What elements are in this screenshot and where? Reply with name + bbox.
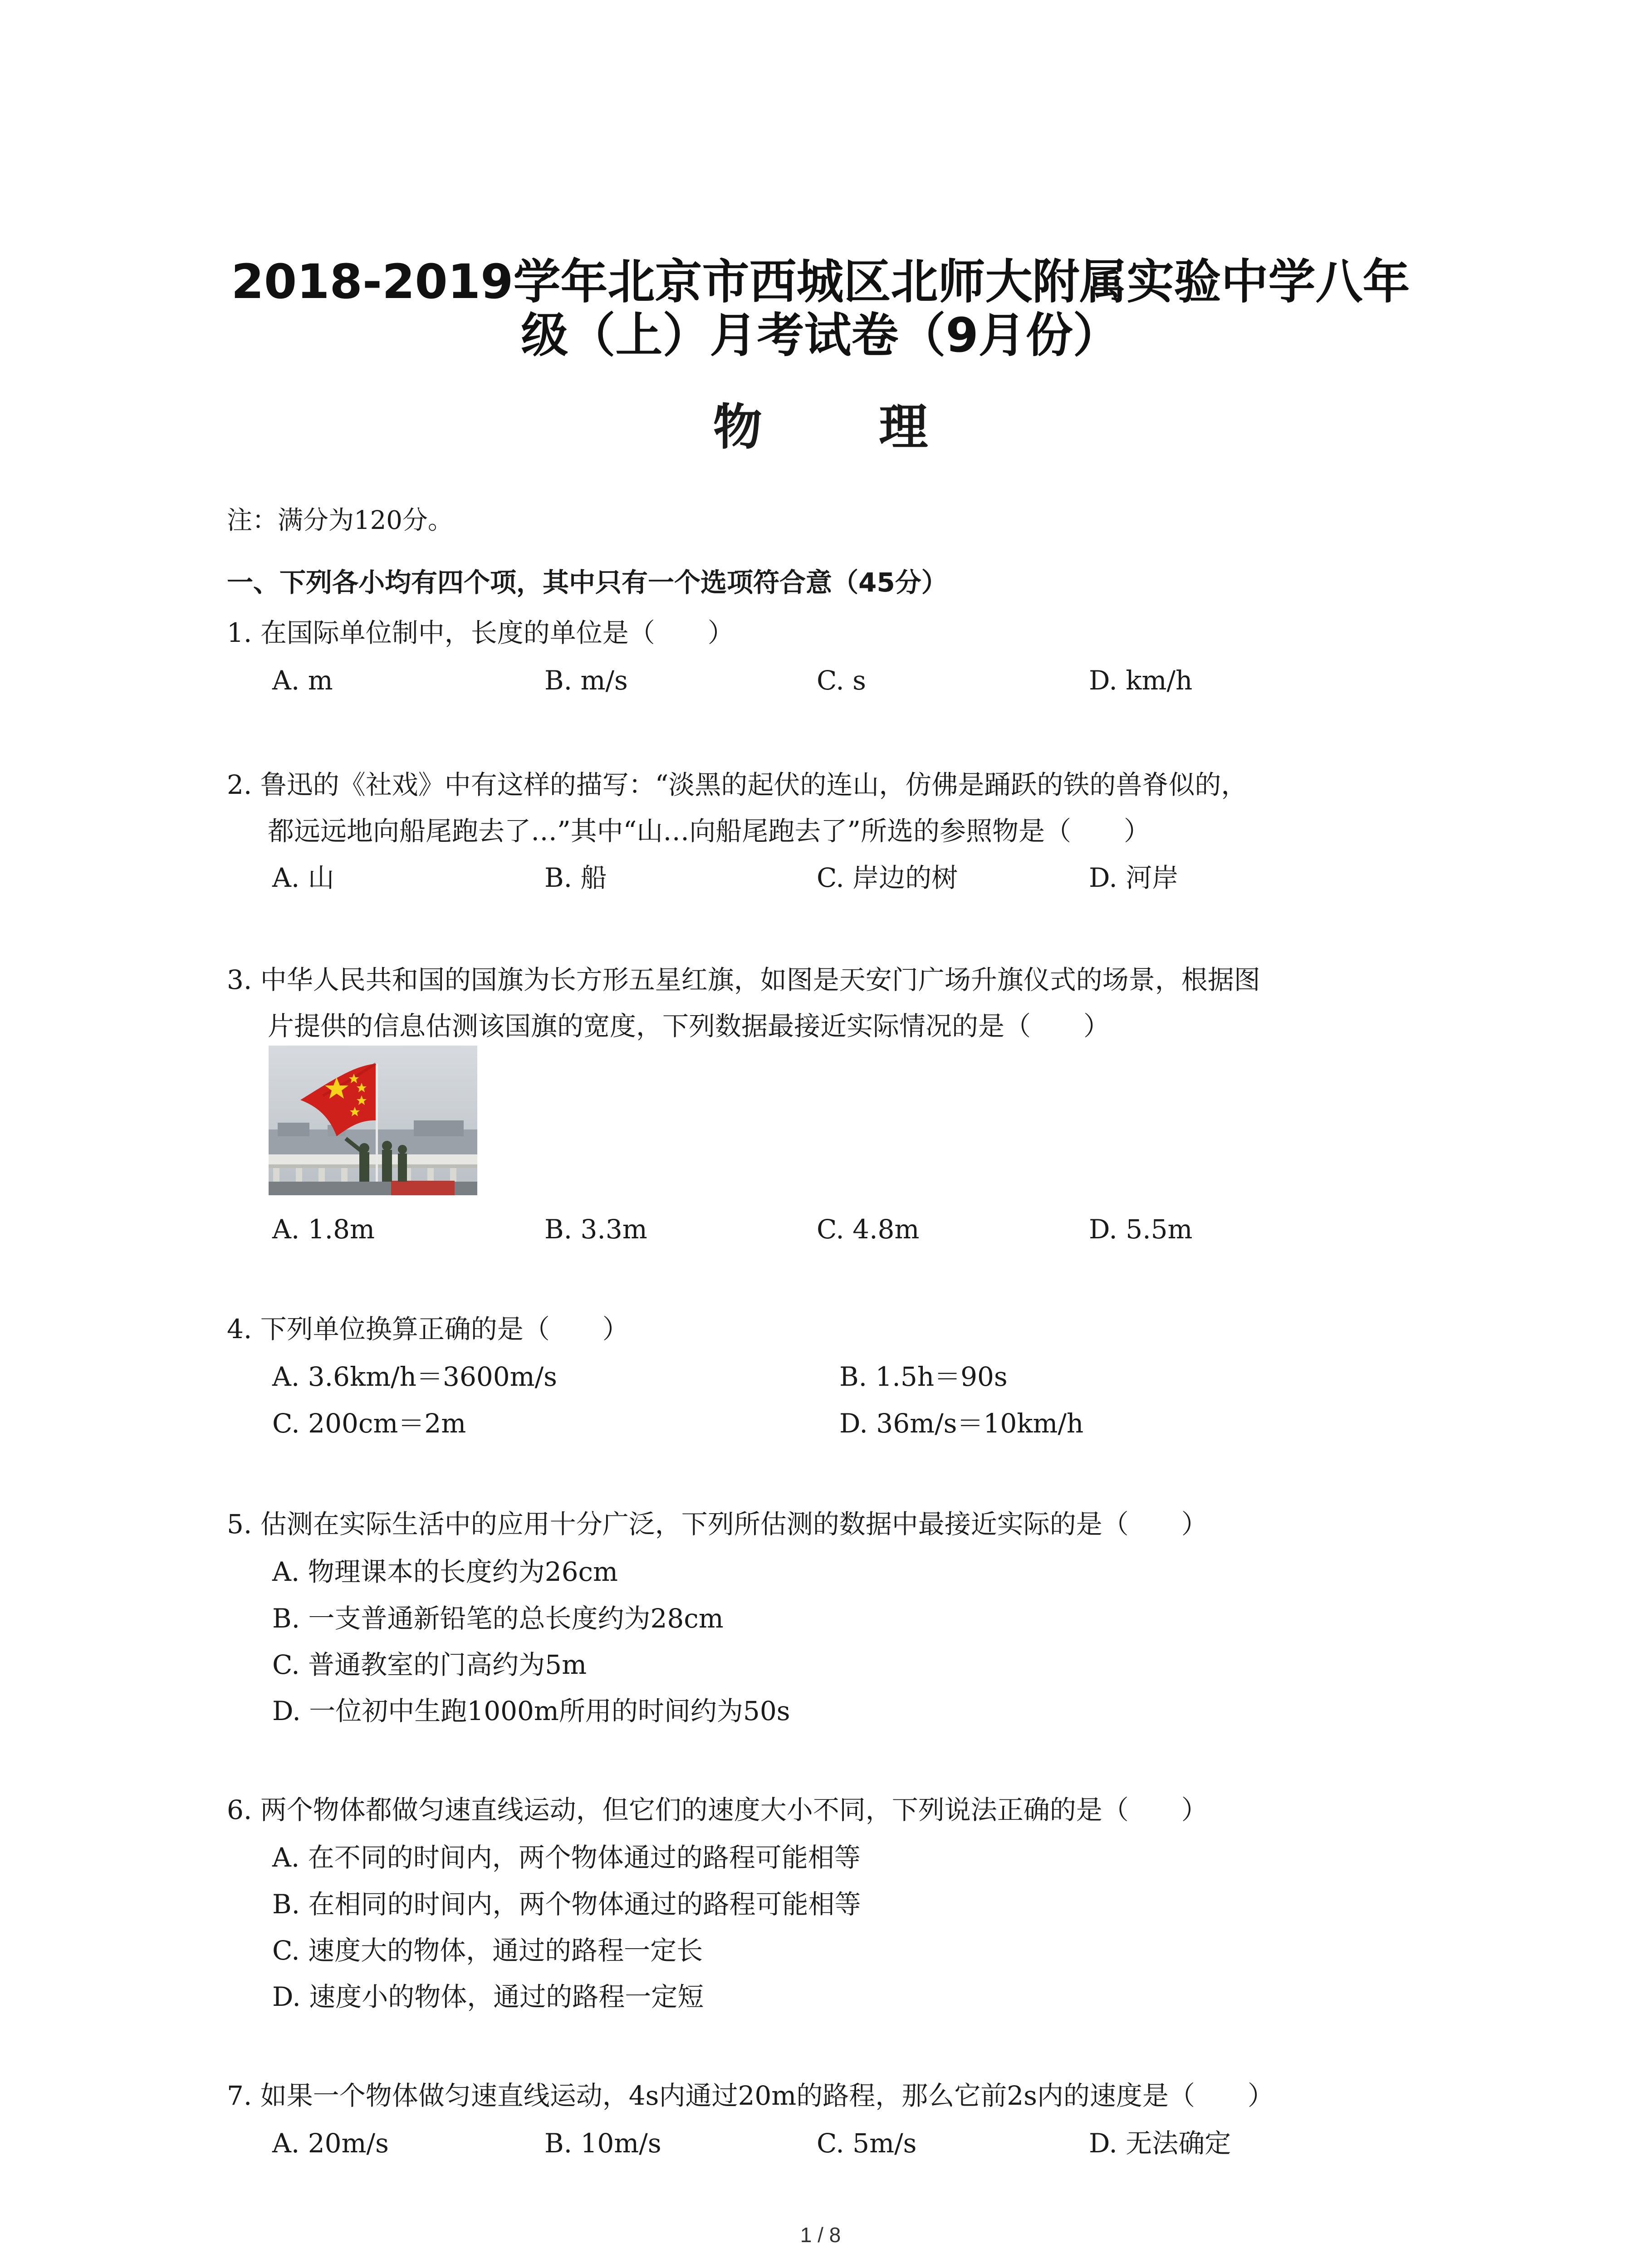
question-7-option-d: D. 无法确定 [1089,2128,1231,2159]
question-3-option-a: A. 1.8m [272,1214,375,1245]
question-4-stem: 4. 下列单位换算正确的是（ ） [227,1314,629,1344]
question-2-option-b: B. 船 [544,862,607,893]
question-2-option-c: C. 岸边的树 [817,862,958,893]
question-4-option-a: A. 3.6km/h＝3600m/s [272,1361,557,1392]
section-heading: 一、下列各小均有四个项，其中只有一个选项符合意（45分） [227,567,948,598]
question-6-option-c: C. 速度大的物体，通过的路程一定长 [272,1935,703,1966]
exam-title-line1: 2018-2019学年北京市西城区北师大附属实验中学八年 [231,254,1410,309]
question-1-option-c: C. s [817,665,866,696]
question-1-stem: 1. 在国际单位制中，长度的单位是（ ） [227,617,734,648]
question-6-stem: 6. 两个物体都做匀速直线运动，但它们的速度大小不同，下列说法正确的是（ ） [227,1794,1208,1825]
question-5-option-b: B. 一支普通新铅笔的总长度约为28cm [272,1603,724,1634]
question-5-option-c: C. 普通教室的门高约为5m [272,1649,587,1680]
question-7-option-c: C. 5m/s [817,2128,917,2159]
question-1-option-a: A. m [272,665,333,696]
question-2-option-a: A. 山 [272,862,334,893]
question-7-option-b: B. 10m/s [544,2128,661,2159]
question-1-option-b: B. m/s [544,665,628,696]
question-2-stem: 2. 鲁迅的《社戏》中有这样的描写：“淡黑的起伏的连山，仿佛是踊跃的铁的兽脊似的， [227,769,1248,800]
question-1-option-d: D. km/h [1089,665,1193,696]
question-7-option-a: A. 20m/s [272,2128,389,2159]
question-3-stem: 3. 中华人民共和国的国旗为长方形五星红旗，如图是天安门广场升旗仪式的场景，根据图 [227,964,1260,995]
question-3-stem-cont: 片提供的信息估测该国旗的宽度，下列数据最接近实际情况的是（ ） [268,1011,1110,1041]
score-note: 注：满分为120分。 [227,506,453,535]
question-4-option-c: C. 200cm＝2m [272,1408,466,1439]
exam-title-line2: 级（上）月考试卷（9月份） [521,308,1120,363]
question-5-stem: 5. 估测在实际生活中的应用十分广泛，下列所估测的数据中最接近实际的是（ ） [227,1509,1208,1540]
question-7-stem: 7. 如果一个物体做匀速直线运动，4s内通过20m的路程，那么它前2s内的速度是（ ） [227,2080,1274,2111]
question-2-stem-cont: 都远远地向船尾跑去了…”其中“山…向船尾跑去了”所选的参照物是（ ） [268,816,1150,846]
flag-raising-photo [269,1046,477,1195]
subject-heading: 物 理 [713,399,978,456]
question-3-option-c: C. 4.8m [817,1214,920,1245]
question-6-option-b: B. 在相同的时间内，两个物体通过的路程可能相等 [272,1889,861,1920]
question-5-option-d: D. 一位初中生跑1000m所用的时间约为50s [272,1696,790,1726]
question-3-option-b: B. 3.3m [544,1214,647,1245]
question-2-option-d: D. 河岸 [1089,862,1179,893]
question-4-option-d: D. 36m/s＝10km/h [839,1408,1084,1439]
question-3-option-d: D. 5.5m [1089,1214,1193,1245]
question-5-option-a: A. 物理课本的长度约为26cm [272,1556,618,1587]
question-6-option-a: A. 在不同的时间内，两个物体通过的路程可能相等 [272,1842,861,1873]
page-number: 1 / 8 [800,2223,841,2247]
question-4-option-b: B. 1.5h＝90s [839,1361,1008,1392]
question-6-option-d: D. 速度小的物体，通过的路程一定短 [272,1981,704,2012]
